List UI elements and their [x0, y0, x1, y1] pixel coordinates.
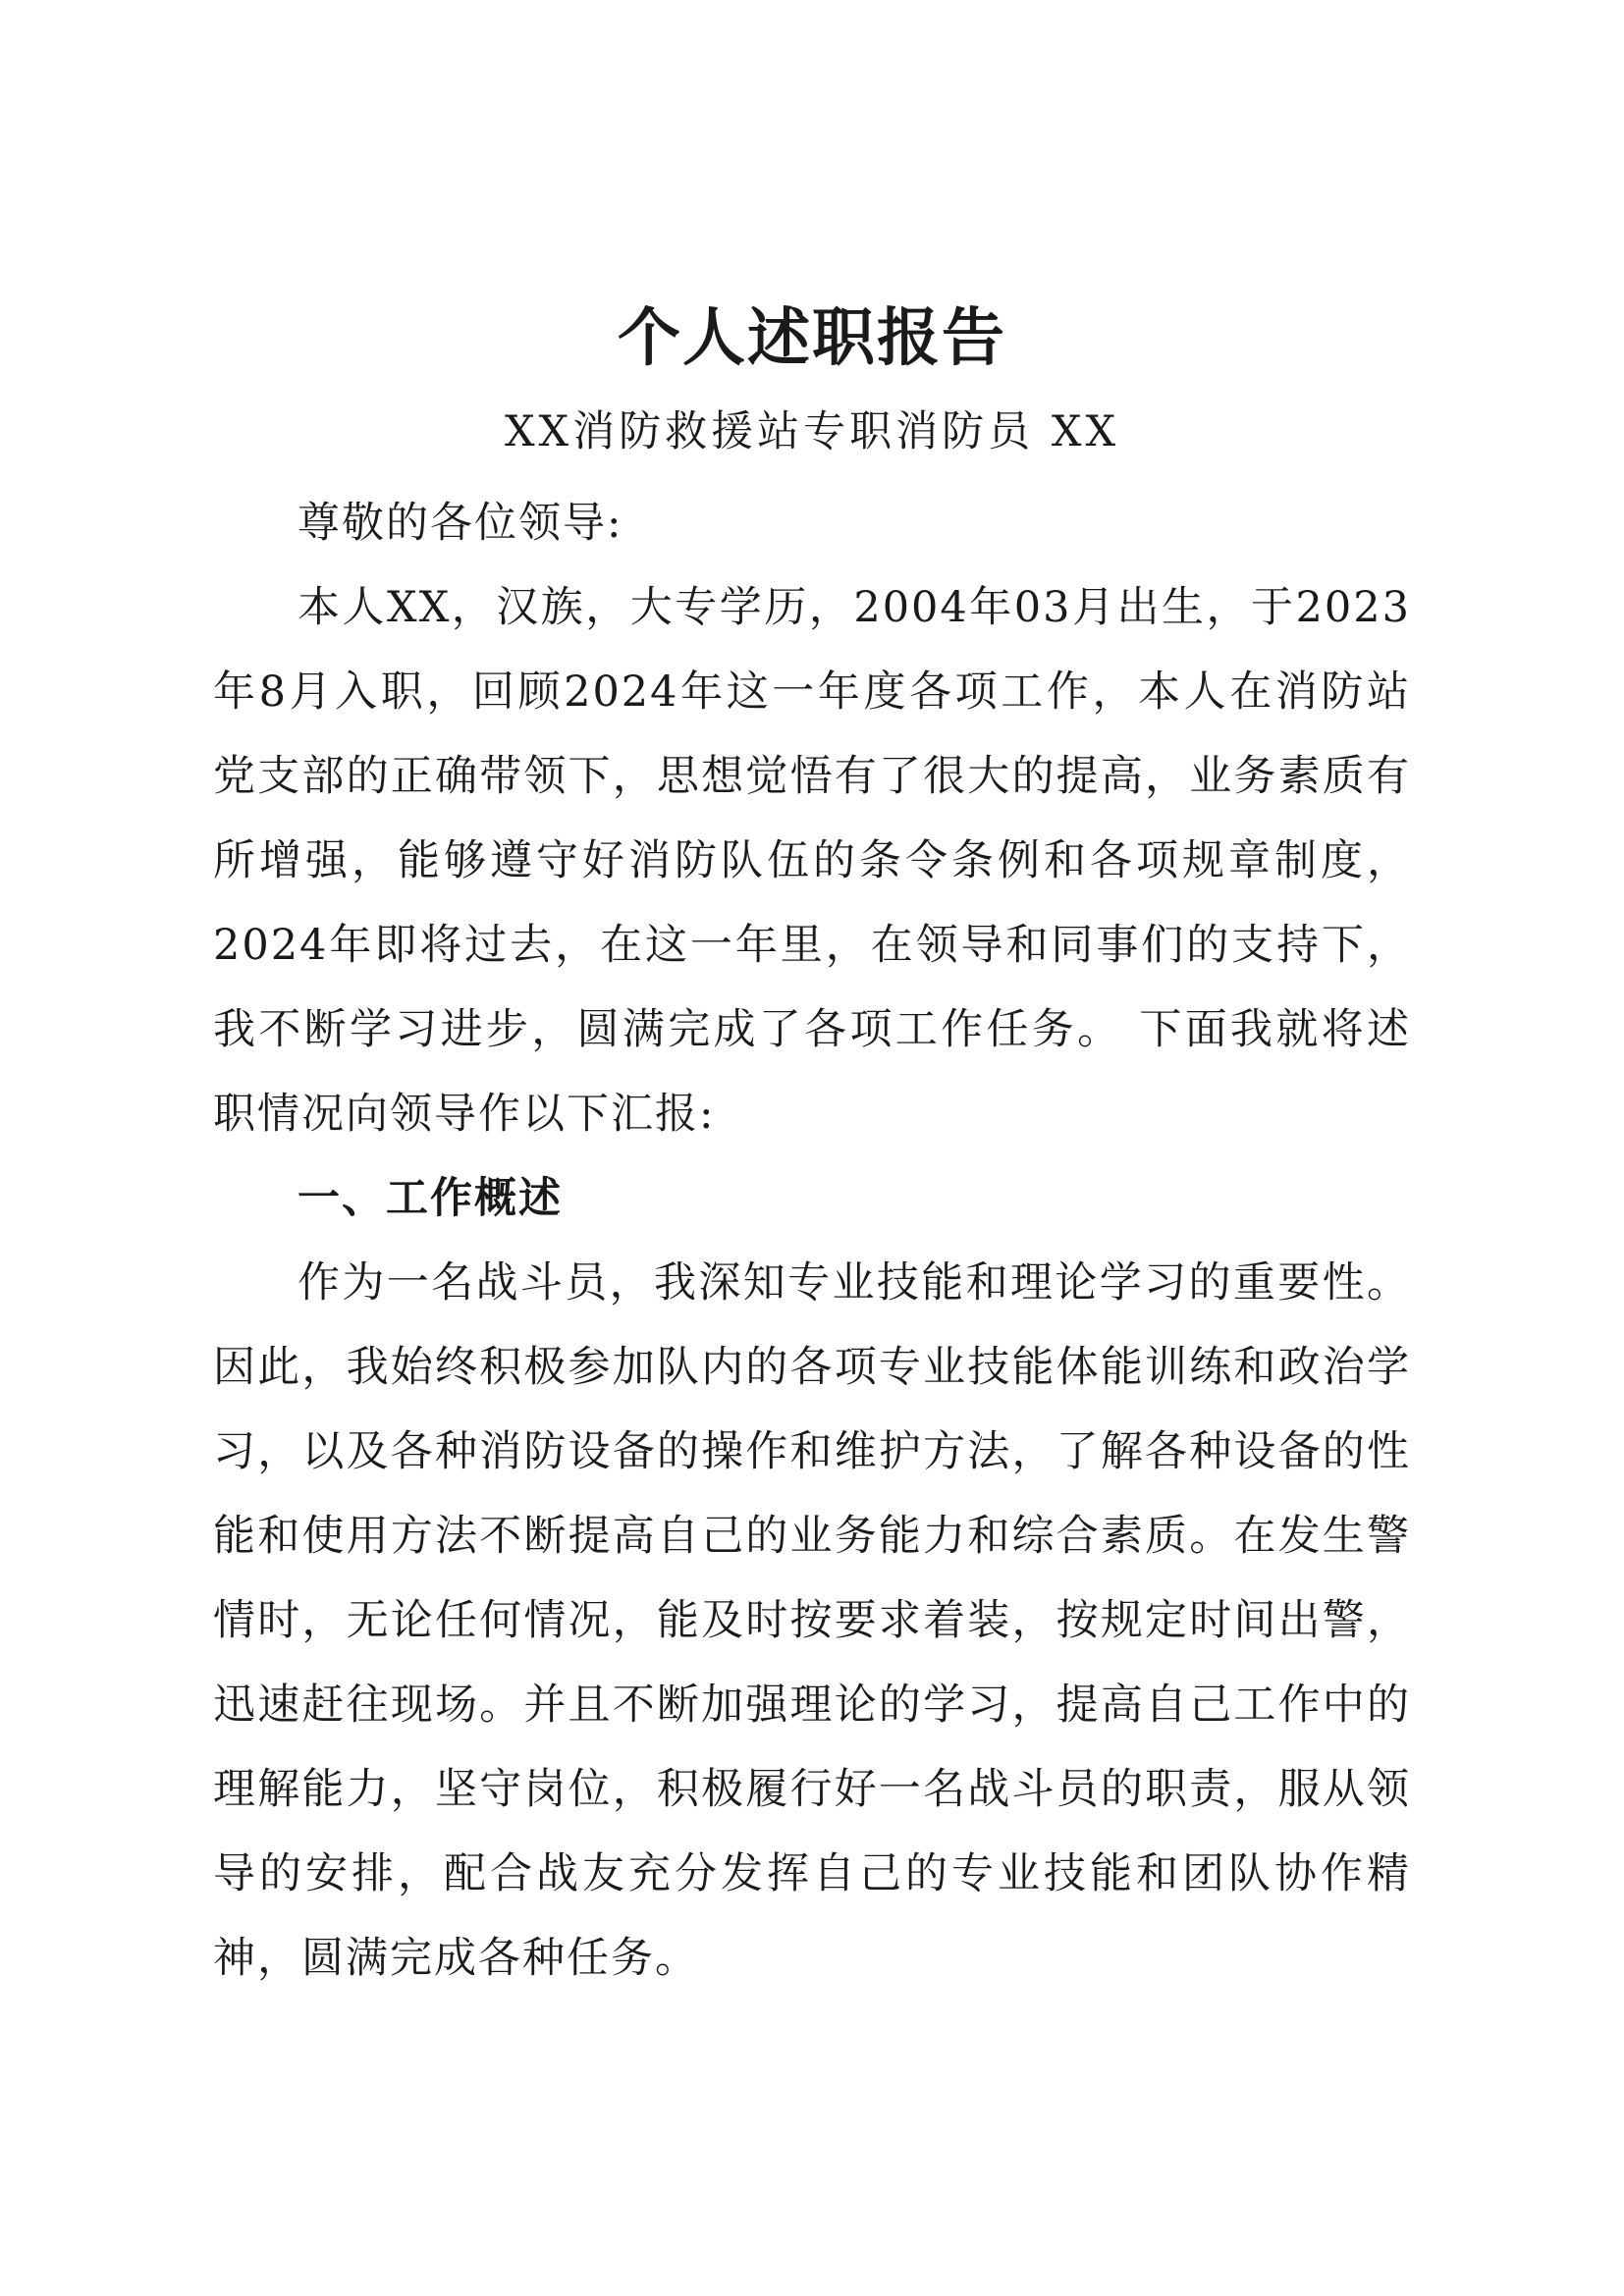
intro-paragraph: 本人XX，汉族，大专学历，2004年03月出生，于2023年8月入职，回顾2024年这一年度各项工作，本人在消防站党支部的正确带领下，思想觉悟有了很大的提高，业务素质有所增强，能够遵守好消防队伍的条令条例和各项规章制度，2024年即将过去，在这一年里，在领导和同事们的支持下，我不断学习进步，圆满完成了各项工作任务。 下面我就将述职情况向领导作以下汇报:	[213, 583, 1411, 1139]
document-title: 个人述职报告	[618, 301, 1006, 375]
salutation: 尊敬的各位领导:	[298, 499, 623, 548]
document-subtitle: XX消防救援站专职消防员 XX	[504, 407, 1120, 456]
section-heading: 一、工作概述	[298, 1174, 563, 1223]
document-body	[213, 481, 1411, 2001]
section-paragraph: 作为一名战斗员，我深知专业技能和理论学习的重要性。因此，我始终积极参加队内的各项专业技能体能训练和政治学习，以及各种消防设备的操作和维护方法，了解各种设备的性能和使用方法不断提高自己的业务能力和综合素质。在发生警情时，无论任何情况，能及时按要求着装，按规定时间出警，迅速赶往现场。并且不断加强理论的学习，提高自己工作中的理解能力，坚守岗位，积极履行好一名战斗员的职责，服从领导的安排，配合战友充分发挥自己的专业技能和团队协作精神，圆满完成各种任务。	[213, 1258, 1411, 1983]
